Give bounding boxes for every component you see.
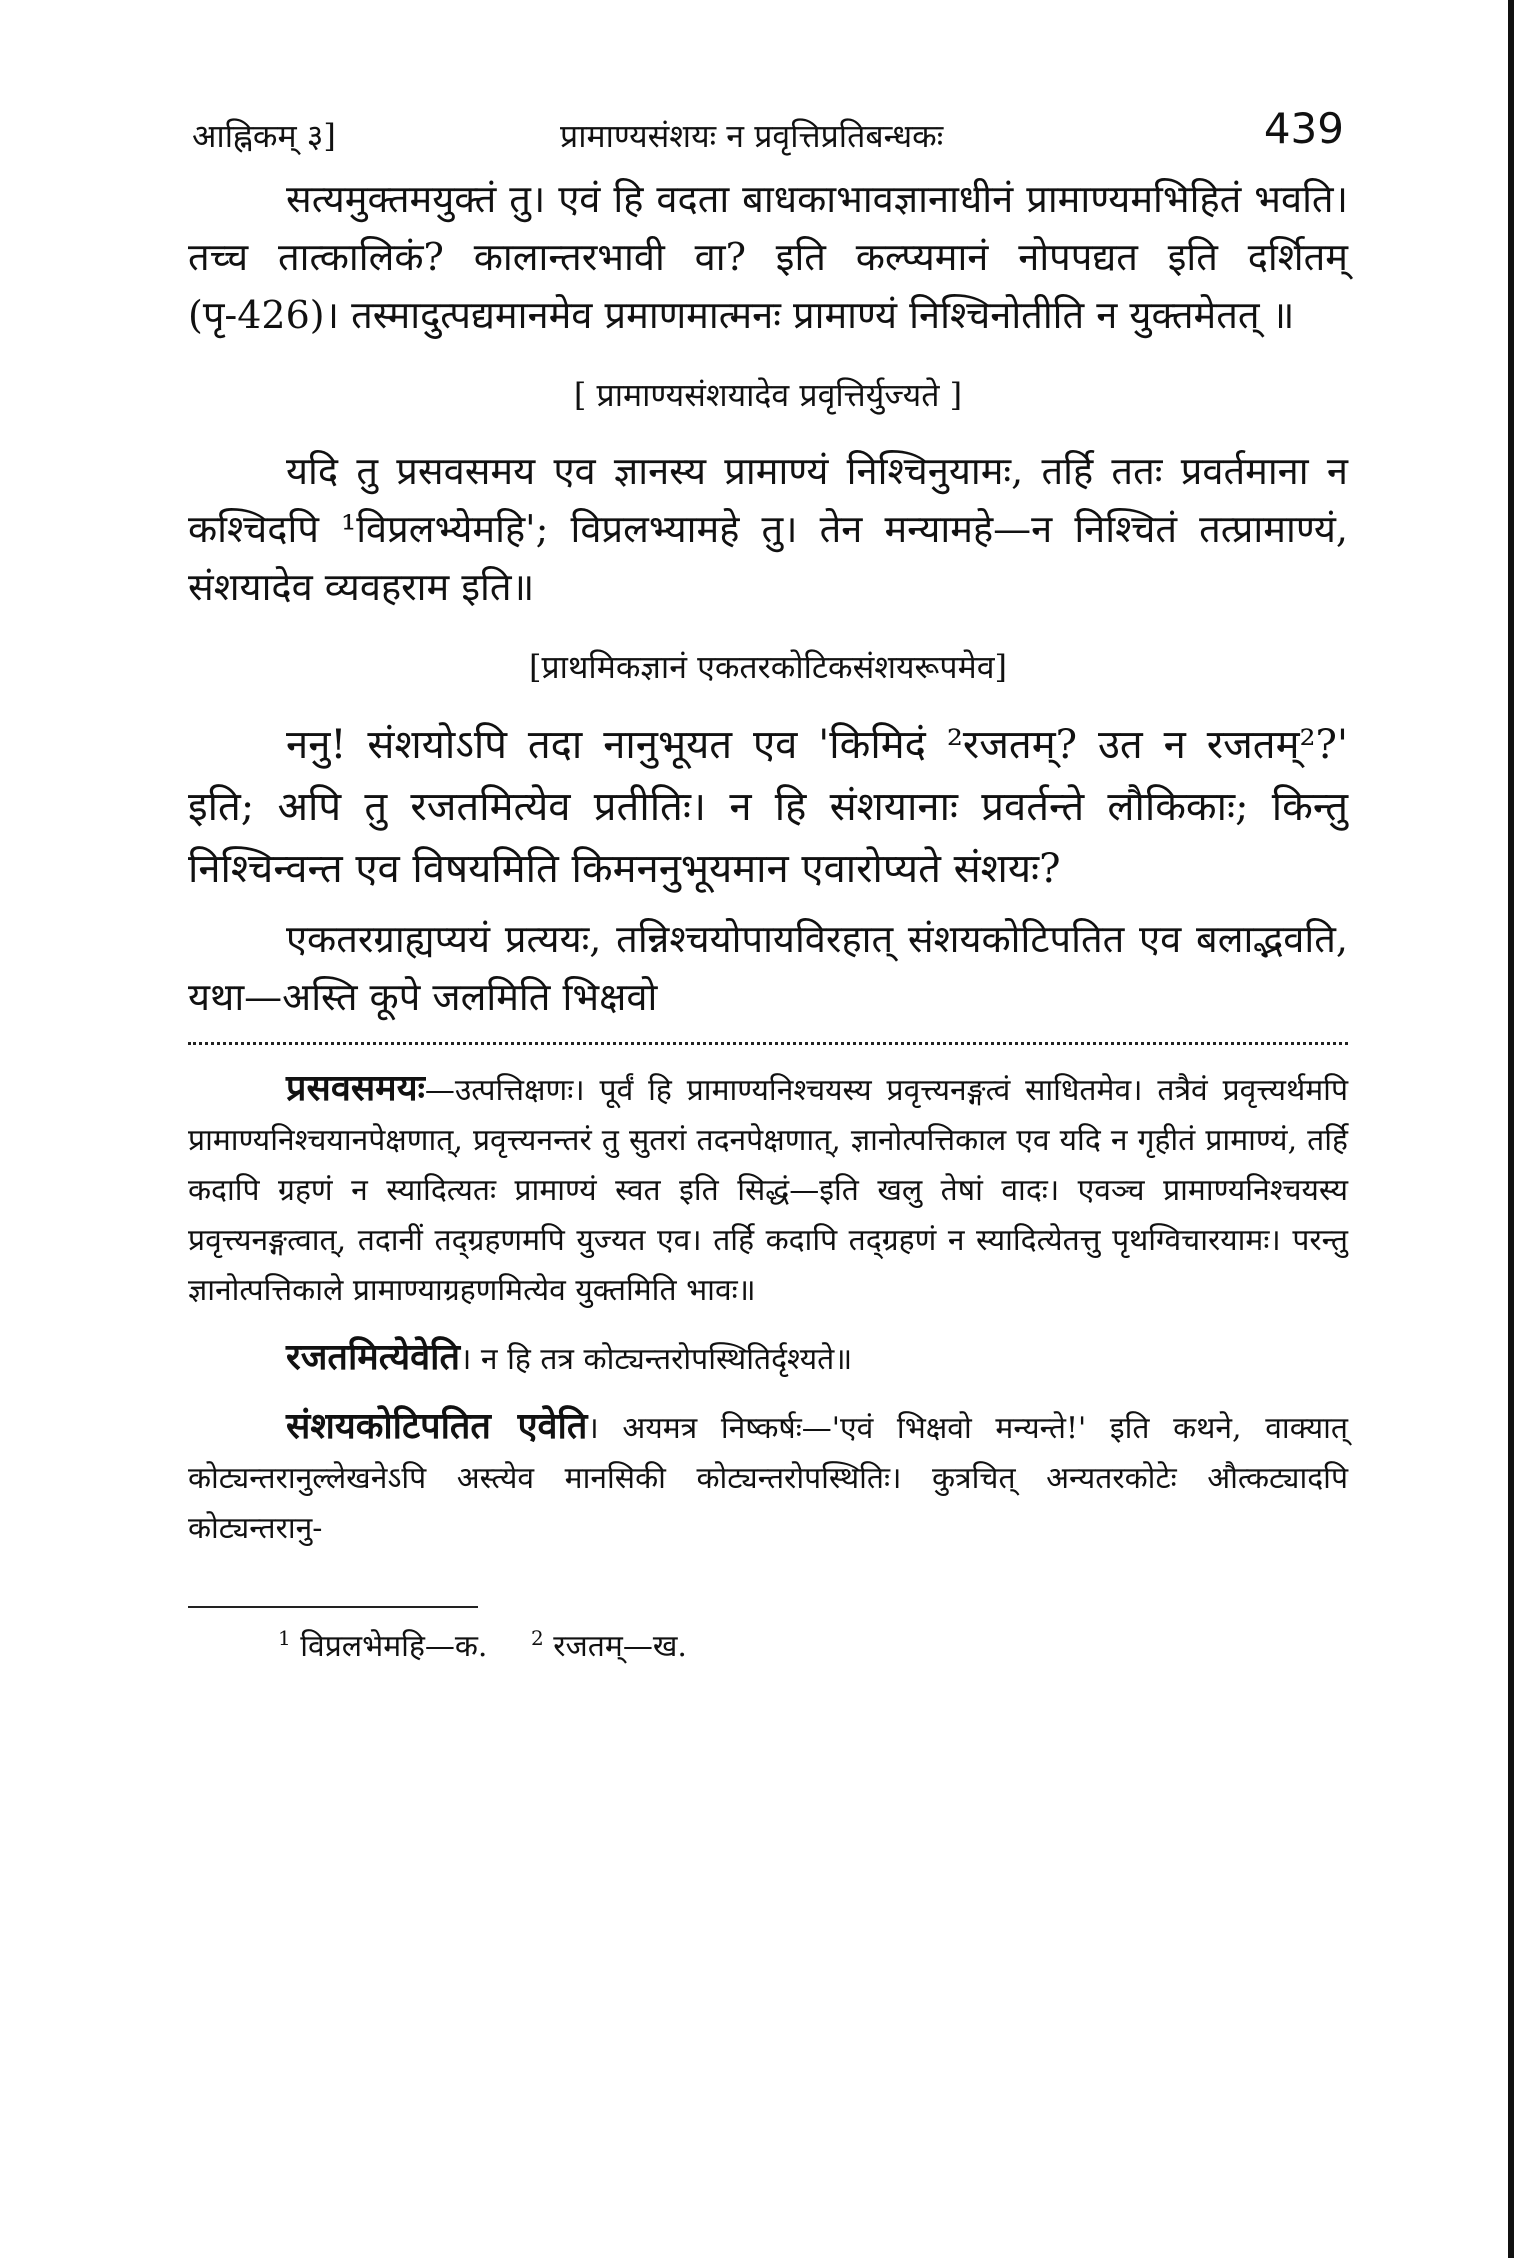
section-heading-2: [प्राथमिकज्ञानं एकतरकोटिकसंशयरूपमेव] <box>528 648 1008 686</box>
commentary-note-2 <box>188 1332 1348 1385</box>
footnote-divider <box>188 1606 478 1608</box>
running-title: प्रामाण्यसंशयः न प्रवृत्तिप्रतिबन्धकः <box>560 117 944 155</box>
chapter-label: आह्निकम् ३] <box>192 117 336 155</box>
footnote-marker: 2 <box>531 1626 544 1650</box>
note-text: । अयमत्र निष्कर्षः—'एवं भिक्षवो मन्यन्ते!' इति कथने, वाक्यात् कोट्यन्तरानुल्लेखनेऽपि अस्त्येव मानसिकी कोट्यन्तरोपस्थितिः। कुत्रचित् अन्यतरकोटेः औत्कट्यादपि कोट्यन्तरानु- <box>188 1411 1349 1546</box>
footnote-marker: 1 <box>278 1626 291 1650</box>
footnote-text: रजतम्—ख. <box>553 1629 687 1664</box>
paragraph-3: ननु! संशयोऽपि तदा नानुभूयत एव 'किमिदं ²रजतम्? उत न रजतम्²?' इति; अपि तु रजतमित्येव प्रतीतिः। न हि संशयानाः प्रवर्तन्ते लौकिकाः; किन्तु निश्चिन्वन्त एव विषयमिति किमननुभूयमान एवारोप्यते संशयः? <box>188 722 1348 892</box>
commentary-note-3 <box>188 1401 1348 1554</box>
note-term: रजतमित्येवेति <box>286 1336 460 1378</box>
footnotes <box>188 1624 1348 1665</box>
note-text: । न हि तत्र कोट्यन्तरोपस्थितिर्दृश्यते॥ <box>460 1342 853 1377</box>
footnote-1 <box>278 1626 488 1664</box>
page-edge <box>1508 0 1514 2258</box>
commentary-divider <box>188 1042 1348 1045</box>
commentary <box>188 1063 1348 1554</box>
paragraph-4: एकतरग्राह्यप्ययं प्रत्ययः, तन्निश्चयोपायविरहात् संशयकोटिपतित एव बलाद्भवति, यथा—अस्ति कूपे जलमिति भिक्षवो <box>188 917 1348 1019</box>
footnote-2 <box>531 1626 687 1664</box>
note-text: —उत्पत्तिक्षणः। पूर्वं हि प्रामाण्यनिश्चयस्य प्रवृत्त्यनङ्गत्वं साधितमेव। तत्रैवं प्रवृत्त्यर्थमपि प्रामाण्यनिश्चयानपेक्षणात्, प्रवृत्त्यनन्तरं तु सुतरां तदनपेक्षणात्, ज्ञानोत्पत्तिकाल एव यदि न गृहीतं प्रामाण्यं, तर्हि कदापि ग्रहणं न स्यादित्यतः प्रामाण्यं स्वत इति सिद्धं—इति खलु तेषां वादः। एवञ्च प्रामाण्यनिश्चयस्य प्रवृत्त्यनङ्गत्वात्, तदानीं तद्ग्रहणमपि युज्यत एव। तर्हि कदापि तद्ग्रहणं न स्यादित्येतत्तु पृथग्विचारयामः। परन्तु ज्ञानोत्पत्तिकाले प्रामाण्याग्रहणमित्येव युक्तमिति भावः॥ <box>188 1073 1348 1308</box>
page-number: 439 <box>1263 104 1344 153</box>
footnote-text: विप्रलभेमहि—क. <box>300 1629 488 1664</box>
paragraph-1: सत्यमुक्तमयुक्तं तु। एवं हि वदता बाधकाभावज्ञानाधीनं प्रामाण्यमभिहितं भवति। तच्च तात्कालिकं? कालान्तरभावी वा? इति कल्प्यमानं नोपपद्यत इति दर्शितम् (पृ-426)। तस्मादुत्पद्यमानमेव प्रमाणमात्मनः प्रामाण्यं निश्चिनोतीति न युक्तमेतत् ॥ <box>188 177 1348 337</box>
book-page <box>188 100 1348 1665</box>
note-term: प्रसवसमयः <box>286 1067 425 1109</box>
main-text <box>188 170 1348 1026</box>
note-term: संशयकोटिपतित एवेति <box>286 1405 588 1447</box>
commentary-note-1 <box>188 1063 1348 1316</box>
section-heading-1: [ प्रामाण्यसंशयादेव प्रवृत्तिर्युज्यते ] <box>573 376 963 414</box>
running-header <box>188 100 1348 170</box>
paragraph-2: यदि तु प्रसवसमय एव ज्ञानस्य प्रामाण्यं निश्चिनुयामः, तर्हि ततः प्रवर्तमाना न कश्चिदपि ¹विप्रलभ्येमहि'; विप्रलभ्यामहे तु। तेन मन्यामहे—न निश्चितं तत्प्रामाण्यं, संशयादेव व्यवहराम इति॥ <box>188 449 1348 609</box>
